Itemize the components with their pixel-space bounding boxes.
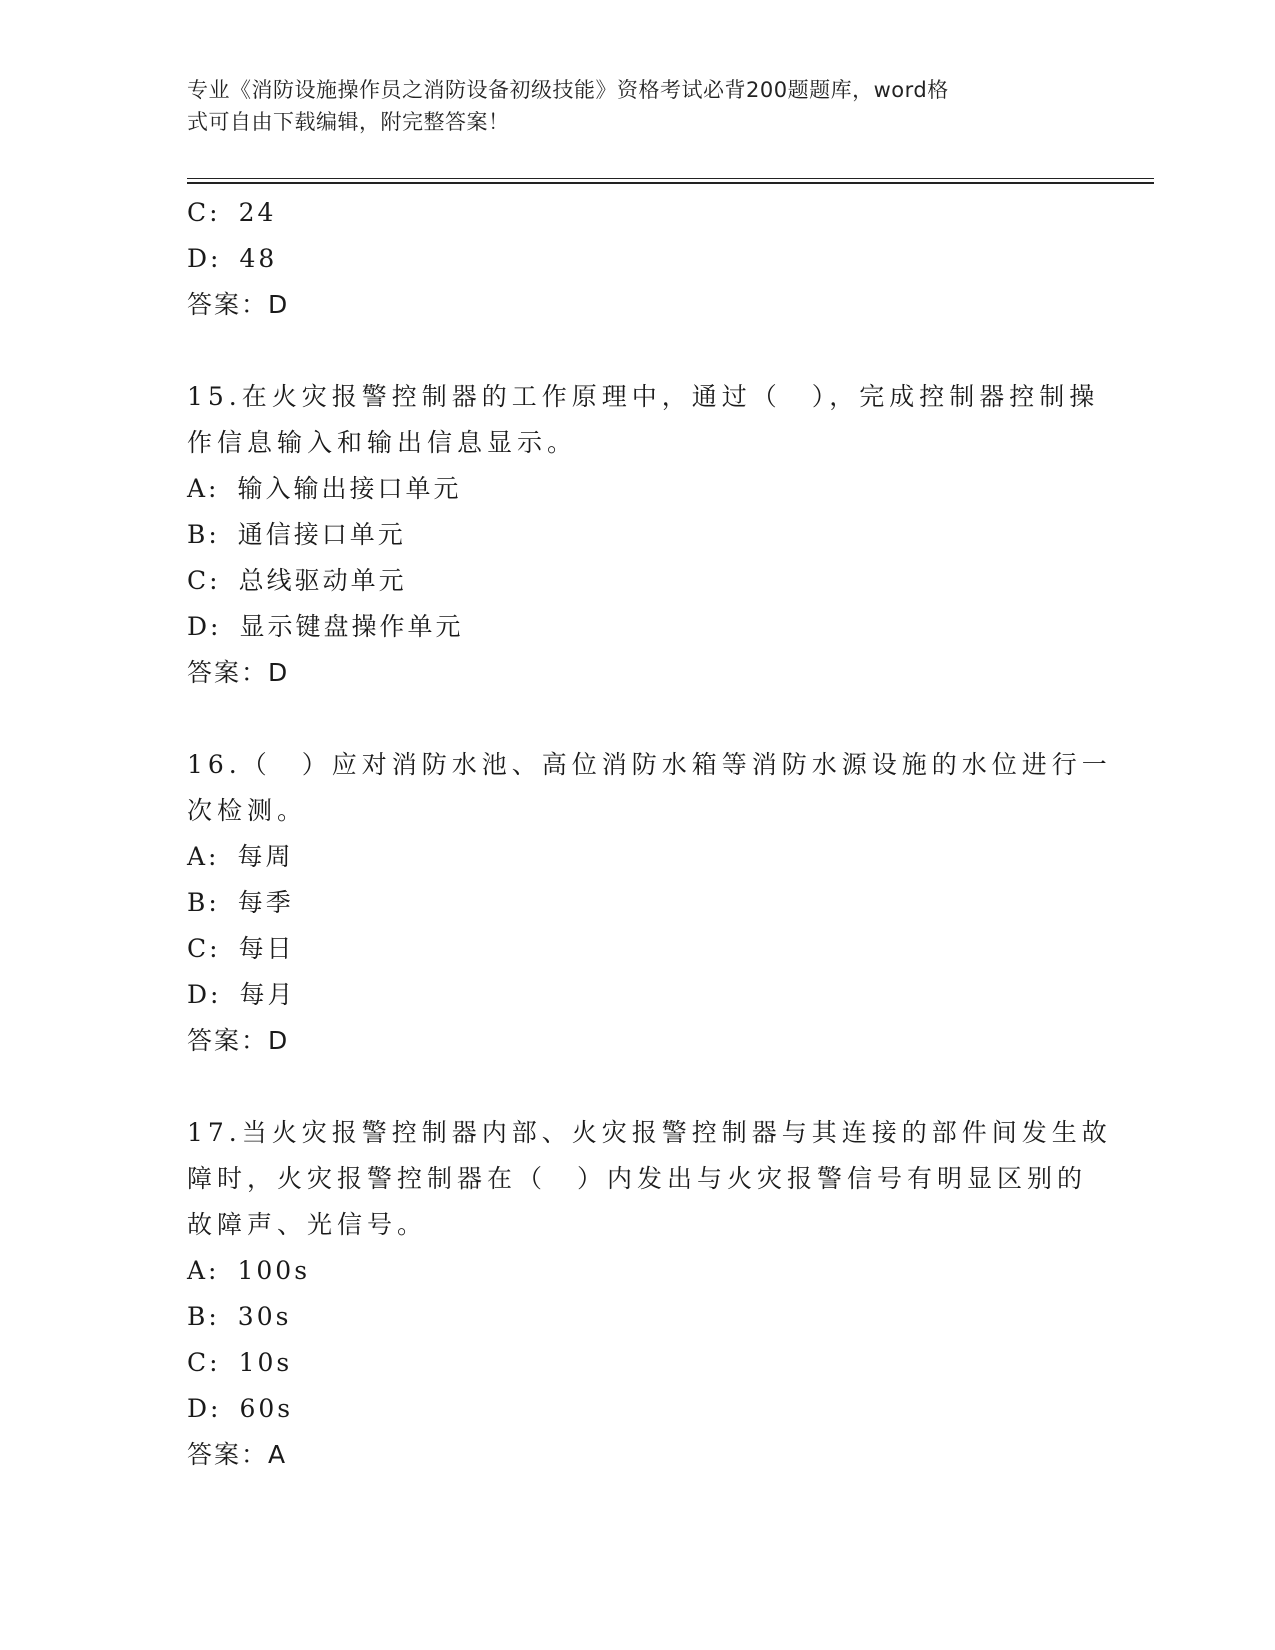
option-d: D: 显示键盘操作单元 <box>187 612 464 641</box>
question-stem: 故障声、光信号。 <box>187 1210 428 1239</box>
answer-line: 答案：D <box>187 1026 290 1055</box>
option-a: A: 输入输出接口单元 <box>187 474 462 503</box>
question-14-tail <box>187 190 1087 328</box>
question-stem: 16.（ ）应对消防水池、高位消防水箱等消防水源设施的水位进行一 <box>187 750 1112 779</box>
option-b: B: 每季 <box>187 888 294 917</box>
answer-line: 答案：A <box>187 1440 288 1469</box>
option-a: A: 100s <box>187 1256 311 1285</box>
header-divider-thick <box>187 182 1154 184</box>
question-16 <box>187 742 1112 1064</box>
question-list <box>187 190 1112 1478</box>
header-line-2: 式可自由下载编辑，附完整答案！ <box>187 110 510 134</box>
question-stem: 15.在火灾报警控制器的工作原理中，通过（ ），完成控制器控制操 <box>187 382 1100 411</box>
option-d: D: 每月 <box>187 980 296 1009</box>
question-stem: 作信息输入和输出信息显示。 <box>187 428 578 457</box>
question-stem: 次检测。 <box>187 796 308 825</box>
header-divider-thin <box>187 178 1154 179</box>
answer-line: 答案：D <box>187 658 290 687</box>
document-header <box>187 74 1067 138</box>
option-d: D: 48 <box>187 244 278 273</box>
question-17 <box>187 1110 1112 1478</box>
option-b: B: 通信接口单元 <box>187 520 406 549</box>
option-c: C: 10s <box>187 1348 293 1377</box>
header-line-1: 专业《消防设施操作员之消防设备初级技能》资格考试必背200题题库，word格 <box>187 78 949 102</box>
option-b: B: 30s <box>187 1302 292 1331</box>
option-a: A: 每周 <box>187 842 294 871</box>
option-c: C: 总线驱动单元 <box>187 566 407 595</box>
question-stem: 17.当火灾报警控制器内部、火灾报警控制器与其连接的部件间发生故 <box>187 1118 1112 1147</box>
question-15 <box>187 374 1100 696</box>
question-stem: 障时，火灾报警控制器在（ ）内发出与火灾报警信号有明显区别的 <box>187 1164 1088 1193</box>
option-c: C: 每日 <box>187 934 295 963</box>
option-d: D: 60s <box>187 1394 294 1423</box>
option-c: C: 24 <box>187 198 277 227</box>
answer-line: 答案：D <box>187 290 290 319</box>
